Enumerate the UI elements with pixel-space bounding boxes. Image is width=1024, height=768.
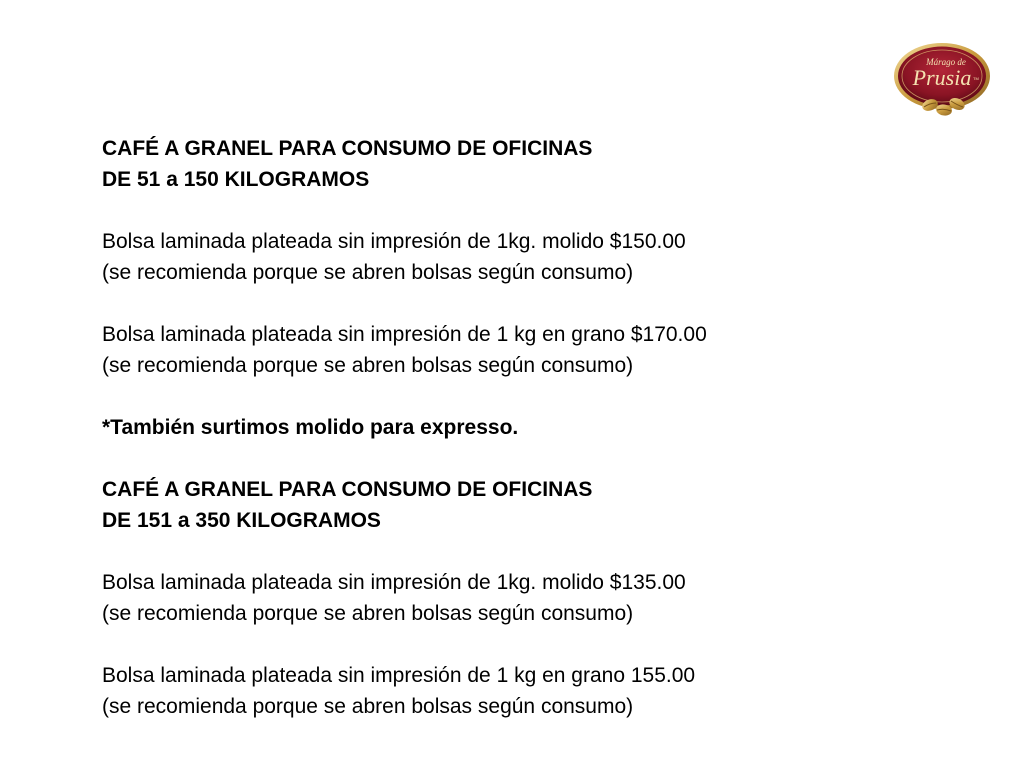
section1-heading1: CAFÉ A GRANEL PARA CONSUMO DE OFICINAS (102, 137, 593, 160)
logo-line2: Prusia (912, 65, 972, 90)
section2-heading2: DE 151 a 350 KILOGRAMOS (102, 509, 381, 532)
logo-mark: TM (973, 76, 979, 81)
section1-item1-line2: (se recomienda porque se abren bolsas según consumo) (102, 261, 634, 284)
section2-item2-line1: Bolsa laminada plateada sin impresión de 1 kg en grano 155.00 (102, 664, 696, 687)
section1-item2-line1: Bolsa laminada plateada sin impresión de 1 kg en grano $170.00 (102, 323, 707, 346)
section1-item1-line1: Bolsa laminada plateada sin impresión de 1kg. molido $150.00 (102, 230, 686, 253)
section1-heading2: DE 51 a 150 KILOGRAMOS (102, 168, 370, 191)
spacer (102, 288, 982, 319)
spacer (102, 536, 982, 567)
logo-line1: Márago de (926, 57, 966, 67)
section2-item1-line1: Bolsa laminada plateada sin impresión de 1kg. molido $135.00 (102, 571, 686, 594)
spacer (102, 629, 982, 660)
spacer (102, 381, 982, 412)
spacer (102, 443, 982, 474)
section1-item2-line2: (se recomienda porque se abren bolsas según consumo) (102, 354, 634, 377)
section1-note: *También surtimos molido para expresso. (102, 416, 519, 439)
section2-item2-line2: (se recomienda porque se abren bolsas según consumo) (102, 695, 634, 718)
section2-item1-line2: (se recomienda porque se abren bolsas según consumo) (102, 602, 634, 625)
section2-heading1: CAFÉ A GRANEL PARA CONSUMO DE OFICINAS (102, 478, 593, 501)
spacer (102, 195, 982, 226)
brand-logo (890, 38, 994, 120)
price-list (102, 133, 982, 722)
